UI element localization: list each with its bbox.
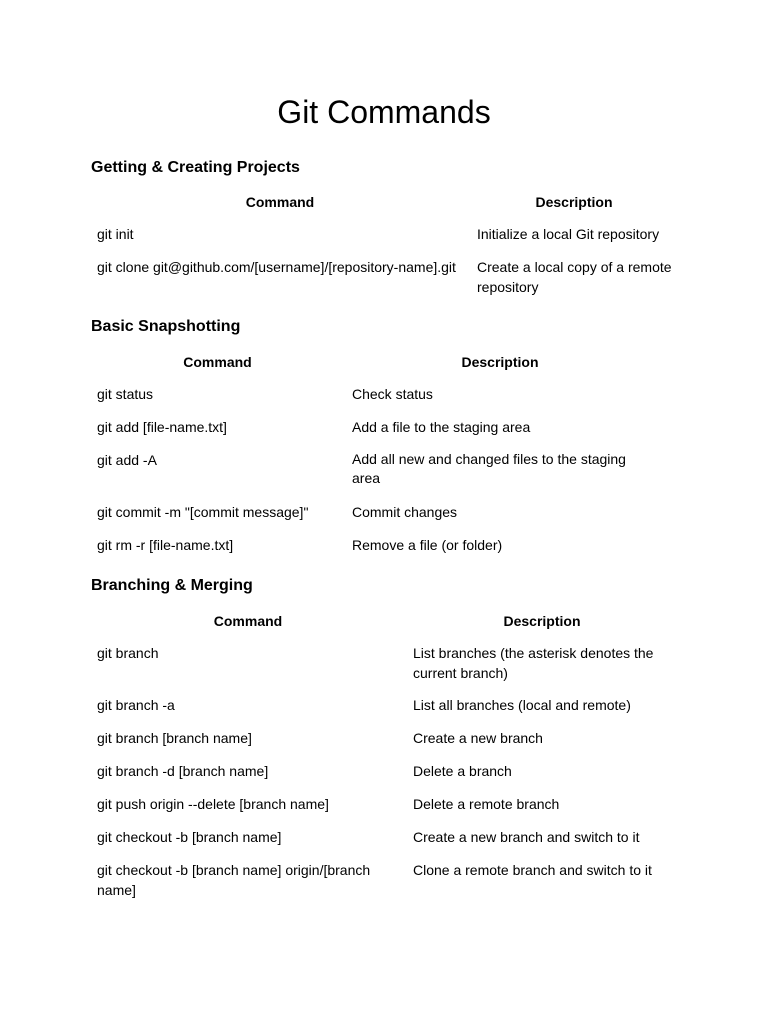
column-header-command: Command <box>183 354 252 370</box>
description-cell: Check status <box>352 386 433 402</box>
description-cell: Commit changes <box>352 504 458 520</box>
command-cell: git init <box>97 226 134 242</box>
command-cell: git commit -m "[commit message]" <box>97 504 309 520</box>
description-cell: List all branches (local and remote) <box>413 697 631 713</box>
table-branching-merging <box>91 610 661 910</box>
section-heading-getting-creating: Getting & Creating Projects <box>91 159 300 176</box>
command-cell: git checkout -b [branch name] <box>97 829 282 845</box>
column-header-command: Command <box>245 194 315 210</box>
description-cell: Add all new and changed files to the staging area <box>352 451 626 486</box>
command-cell: git checkout -b [branch name] origin/[branch name] <box>97 862 371 898</box>
column-header-description: Description <box>461 354 539 370</box>
description-cell: Clone a remote branch and switch to it <box>413 862 652 878</box>
table-getting-creating <box>91 191 672 301</box>
column-header-description: Description <box>535 194 613 210</box>
section-heading-basic-snapshotting: Basic Snapshotting <box>91 318 241 335</box>
table-basic-snapshotting <box>91 351 661 561</box>
description-cell: Delete a remote branch <box>413 796 560 812</box>
description-cell: Create a new branch <box>413 730 543 746</box>
description-cell: Remove a file (or folder) <box>352 537 503 553</box>
command-cell: git branch -a <box>97 697 175 713</box>
column-header-description: Description <box>503 613 581 629</box>
command-cell: git add -A <box>97 452 157 468</box>
description-cell: Delete a branch <box>413 763 512 779</box>
command-cell: git push origin --delete [branch name] <box>97 796 329 812</box>
command-cell: git status <box>97 386 154 402</box>
column-header-command: Command <box>213 613 283 629</box>
description-cell: Create a new branch and switch to it <box>413 829 640 845</box>
description-cell: Initialize a local Git repository <box>477 226 660 242</box>
command-cell: git branch [branch name] <box>97 730 252 746</box>
command-cell: git branch <box>97 645 159 661</box>
section-heading-branching-merging: Branching & Merging <box>91 577 253 594</box>
command-cell: git add [file-name.txt] <box>97 419 227 435</box>
page-title: Git Commands <box>277 94 491 130</box>
command-cell: git rm -r [file-name.txt] <box>97 537 234 553</box>
description-cell: List branches (the asterisk denotes the current branch) <box>413 645 654 681</box>
description-cell: Create a local copy of a remote repository <box>477 259 672 295</box>
command-cell: git branch -d [branch name] <box>97 763 269 779</box>
command-cell: git clone git@github.com/[username]/[repository-name].git <box>97 259 456 275</box>
description-cell: Add a file to the staging area <box>352 419 531 435</box>
